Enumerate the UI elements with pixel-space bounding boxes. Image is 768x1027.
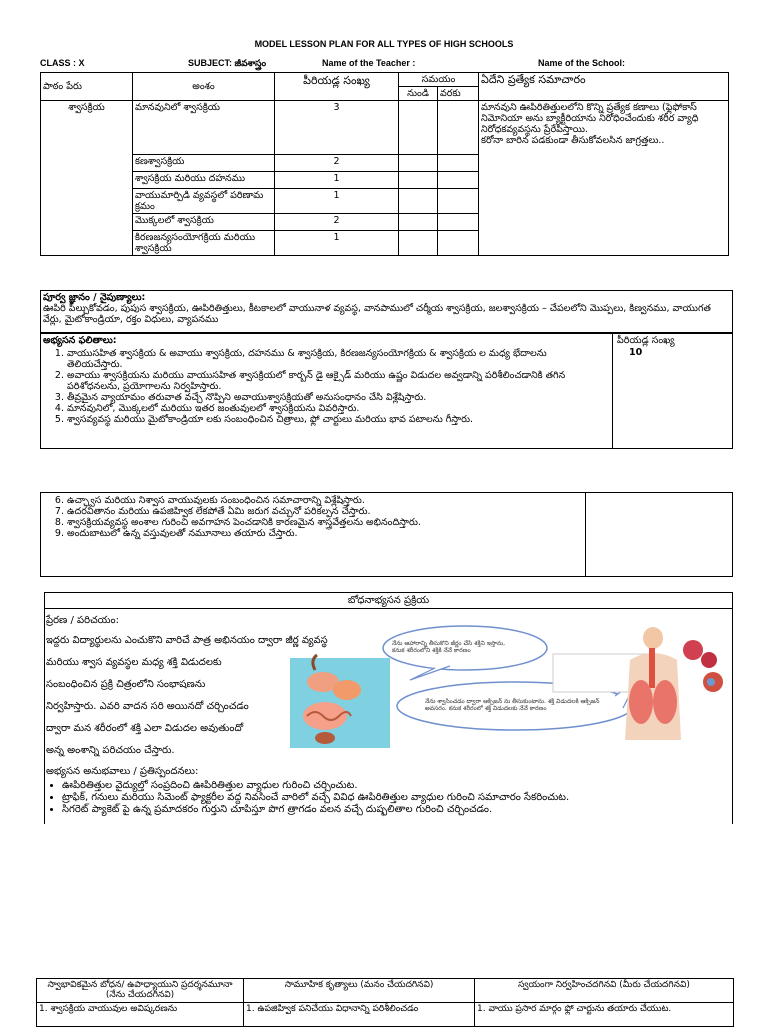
list-item: 4. మానవునిలో, మొక్కలలో మరియు ఇతర జంతువులలో శ్వాసక్రియను వివరిస్తారు. [67,403,605,414]
prior-knowledge-text: ఊపిరి పీల్చుకోవడం, పుపుస శ్వాసక్రియ, ఊపిరితిత్తులు, కీటకాలలో వాయునాళ వ్యవస్థ, వానపాములో చర్మీయ శ్వాసక్రియ, జలశ్వాసక్రియ – చేపలలోని మొప్పలు, కిణ్వనము, వాయుగత వేర్లు, మైటోకాండ్రియా, రక్తం విధులు, వ్యాపనము [43,303,711,325]
intro-line: నిర్వహిస్తారు. ఎవరి వాదన సరి అయినదో చర్చించడం [46,701,249,712]
list-item: • సిగరెట్ ప్యాకెట్ పై ఉన్న ప్రమాదకరం గుర్తుని చూపిస్తూ పొగ త్రాగడం వలన వచ్చే దుష్ఫలితాల గురించి చర్చించడం. [62,804,752,816]
periods-cell: 1 [275,172,399,189]
topic-cell: శ్వాసక్రియ మరియు దహనము [133,172,275,189]
header-teacher-demo: స్వాభావికమైన బోధన/ ఉపాధ్యాయుని ప్రదర్శనమూనా (నేను చేయదగినవి) [37,979,244,1003]
header-time: సమయం [399,73,479,87]
periods-cell: 3 [275,101,399,155]
special-info [479,101,729,256]
subject-label: SUBJECT: జీవశాస్త్రం [188,58,267,68]
teacher-demo-cell: 1. శ్వాసక్రియ వాయువుల అవిష్కరణను [37,1003,244,1027]
list-item: 6. ఉచ్ఛ్వాస మరియు నిశ్వాస వాయువులకు సంబంధించిన సమాచారాన్ని విశ్లేషిస్తారు. [67,495,597,506]
list-item: 3. తీవ్రమైన వ్యాయామం తరువాత వచ్చే నొప్పిని అవాయుశ్వాసక్రియతో అనుసంధానం చేసి విశ్లేషిస్తారు. [67,392,605,403]
column-divider [612,334,613,448]
period-count-value: 10 [629,347,643,358]
intro-line: ద్వారా మన శరీరంలో శక్తి ఎలా విడుదల అవుతుందో [46,723,244,734]
list-item: 9. అందుబాటులో ఉన్న వస్తువులతో నమూనాలు తయారు చేస్తారు. [67,528,597,539]
list-item: • ఊపిరితిత్తుల వైద్యుల్తో సంప్రదించి ఊపిరితిత్తుల వ్యాధుల గురించి చర్చించుట. [62,780,752,792]
topic-cell: మానవునిలో శ్వాసక్రియ [133,101,275,155]
period-count-label: పీరియడ్ల సంఖ్య [617,335,675,346]
list-item: 8. శ్వాసక్రియవ్యవస్థ అంశాల గురించి అవగాహన పెంచడానికి కారణమైన శాస్త్రవేత్తలను అభినందిస్తారు. [67,517,597,528]
topic-cell: మొక్కలలో శ్వాసక్రియ [133,214,275,231]
prior-knowledge-box [40,290,733,333]
from-cell [399,101,438,155]
activities-table [36,978,734,1027]
header-to: వరకు [438,87,479,101]
header-info: ఏదేని ప్రత్యేక సమాచారం [479,73,729,101]
list-item: 7. ఉదరవితానం మరియు ఉపజిహ్విక లేకపోతే ఏమి జరుగ వచ్చునో పరికల్పన చేస్తారు. [67,506,597,517]
plan-table [40,72,729,256]
periods-cell: 1 [275,189,399,214]
process-heading: బోధనాభ్యసన ప్రక్రియ [44,592,733,609]
list-item: • ట్రాఫిక్, గనులు మరియు సిమెంట్ ఫ్యాక్టరీల వద్ద నివసించే వారిలో వచ్చే వివిధ ఊపిరితిత్తుల వ్యాధుల గురించి సమాచారం సేకరించుట. [62,792,752,804]
speech-bubble-digestive: నేను ఆహారాన్ని తీసుకొని జీర్ణం చేసి శక్తిని ఇస్తాను, కనుక శరీరంలోని శక్తికి నేనే కారణం [392,640,506,654]
list-item: 1. వాయుసహిత శ్వాసక్రియ & అవాయు శ్వాసక్రియ, దహనము & శ్వాసక్రియ, కిరణజన్యసంయోగక్రియ & శ్వాసక్రియ ల మధ్య భేదాలను తెలియచేస్తారు. [67,348,605,370]
outcomes-list [41,348,605,425]
intro-line: మరియు శ్వాస వ్యవస్థల మధ్య శక్తి విడుదలకు [46,657,222,668]
class-label: CLASS : X [40,58,85,68]
experiences-label: అభ్యసన అనుభవాలు / ప్రతిస్పందనలు: [46,766,199,777]
experiences-list [36,780,752,816]
lesson-name: శ్వాసక్రియ [41,101,133,256]
school-label: Name of the School: [538,58,626,68]
header-periods: పీరియడ్ల సంఖ్య [275,73,399,101]
respiratory-system-image [625,627,723,740]
periods-cell: 1 [275,231,399,256]
intro-label: ప్రేరణ / పరిచయం: [46,615,119,626]
header-topic: అంశం [133,73,275,101]
prior-knowledge-heading: పూర్వ జ్ఞానం / నైపుణ్యాలు: [43,292,146,303]
learning-outcomes-box [40,333,733,449]
outcomes-continued-box [40,492,733,577]
header-self-activities: స్వయంగా నిర్వహించదగినవి (మీరు చేయదగినవి) [475,979,734,1003]
periods-cell: 2 [275,214,399,231]
intro-line: సంబంధించిన ప్రక్రి చిత్రంలోని సంభాషణను [46,679,206,690]
topic-cell: వాయుమార్పిడి వ్యవస్థలో పరిణామ క్రమం [133,189,275,214]
speech-bubble-respiratory: నేను శ్వాసించడం ద్వారా ఆక్సిజన్ ను తీసుకుంటాను. శక్తి విడుదలకి ఆక్సిజన్ అవసరం. కనుక శరీరంలో శక్తి విడుదలకు నేనే కారణం [425,698,600,712]
page-title: MODEL LESSON PLAN FOR ALL TYPES OF HIGH SCHOOLS [254,39,514,49]
intro-line: ఇద్దరు విద్యార్థులను ఎంచుకొని వారిచే పాత్ర అభినయం ద్వారా జీర్ణ వ్యవస్థ [46,635,328,646]
header-group-activities: సామూహిక కృత్యాలు (మనం చేయదగినవి) [244,979,475,1003]
periods-cell: 2 [275,155,399,172]
intro-line: అన్న అంశాన్ని పరిచయం చేస్తారు. [46,745,175,756]
special-info-text-2: కరోనా బారిన పడకుండా తీసుకోవలసిన జాగ్రత్తలు.. [481,135,665,146]
self-activity-cell: 1. వాయు ప్రసార మార్గం ఫ్లో చార్టును తయారు చేయుట. [475,1003,734,1027]
list-item: 5. శ్వాసవ్యవస్థ మరియు మైటోకాండ్రియా లకు సంబంధించిన చిత్రాలు, ఫ్లో చార్టులు మరియు భావ పటాలను గీస్తారు. [67,414,605,425]
digestive-system-image [290,655,390,748]
list-item: 2. అవాయు శ్వాసక్రియను మరియు వాయుసహిత శ్వాసక్రియలో కార్బన్ డై ఆక్సైడ్ మరియు ఉష్ణం విడుదల అవ్వడాన్ని పరిశీలించడానికి తగిన పరిశోధనలను, ప్రయోగాలను నిర్వహిస్తారు. [67,370,605,392]
header-from: నుండి [399,87,438,101]
teacher-label: Name of the Teacher : [322,58,416,68]
special-info-text: మానవుని ఊపిరితిత్తులలోని కొన్ని ప్రత్యేక కణాలు (ఫ్లెఫోకాస్ నిమోనియా అను బ్యాక్టీరియాను నిరోధించేందుకు శరీర వ్యాధి నిరోధకవ్యవస్థను ప్రేరేపిస్తాయి. [481,102,699,135]
topic-cell: కణశ్వాసక్రియ [133,155,275,172]
group-activity-cell: 1. ఉపజిహ్విక పనిచేయు విధానాన్ని పరిశీలించడం [244,1003,475,1027]
to-cell [438,101,479,155]
topic-cell: కిరణజన్యసంయోగక్రియ మరియు శ్వాసక్రియ [133,231,275,256]
header-lesson: పాఠం పేరు [41,73,133,101]
outcomes-list-continued [41,495,597,539]
outcomes-heading: అభ్యసన ఫలితాలు: [43,335,117,346]
